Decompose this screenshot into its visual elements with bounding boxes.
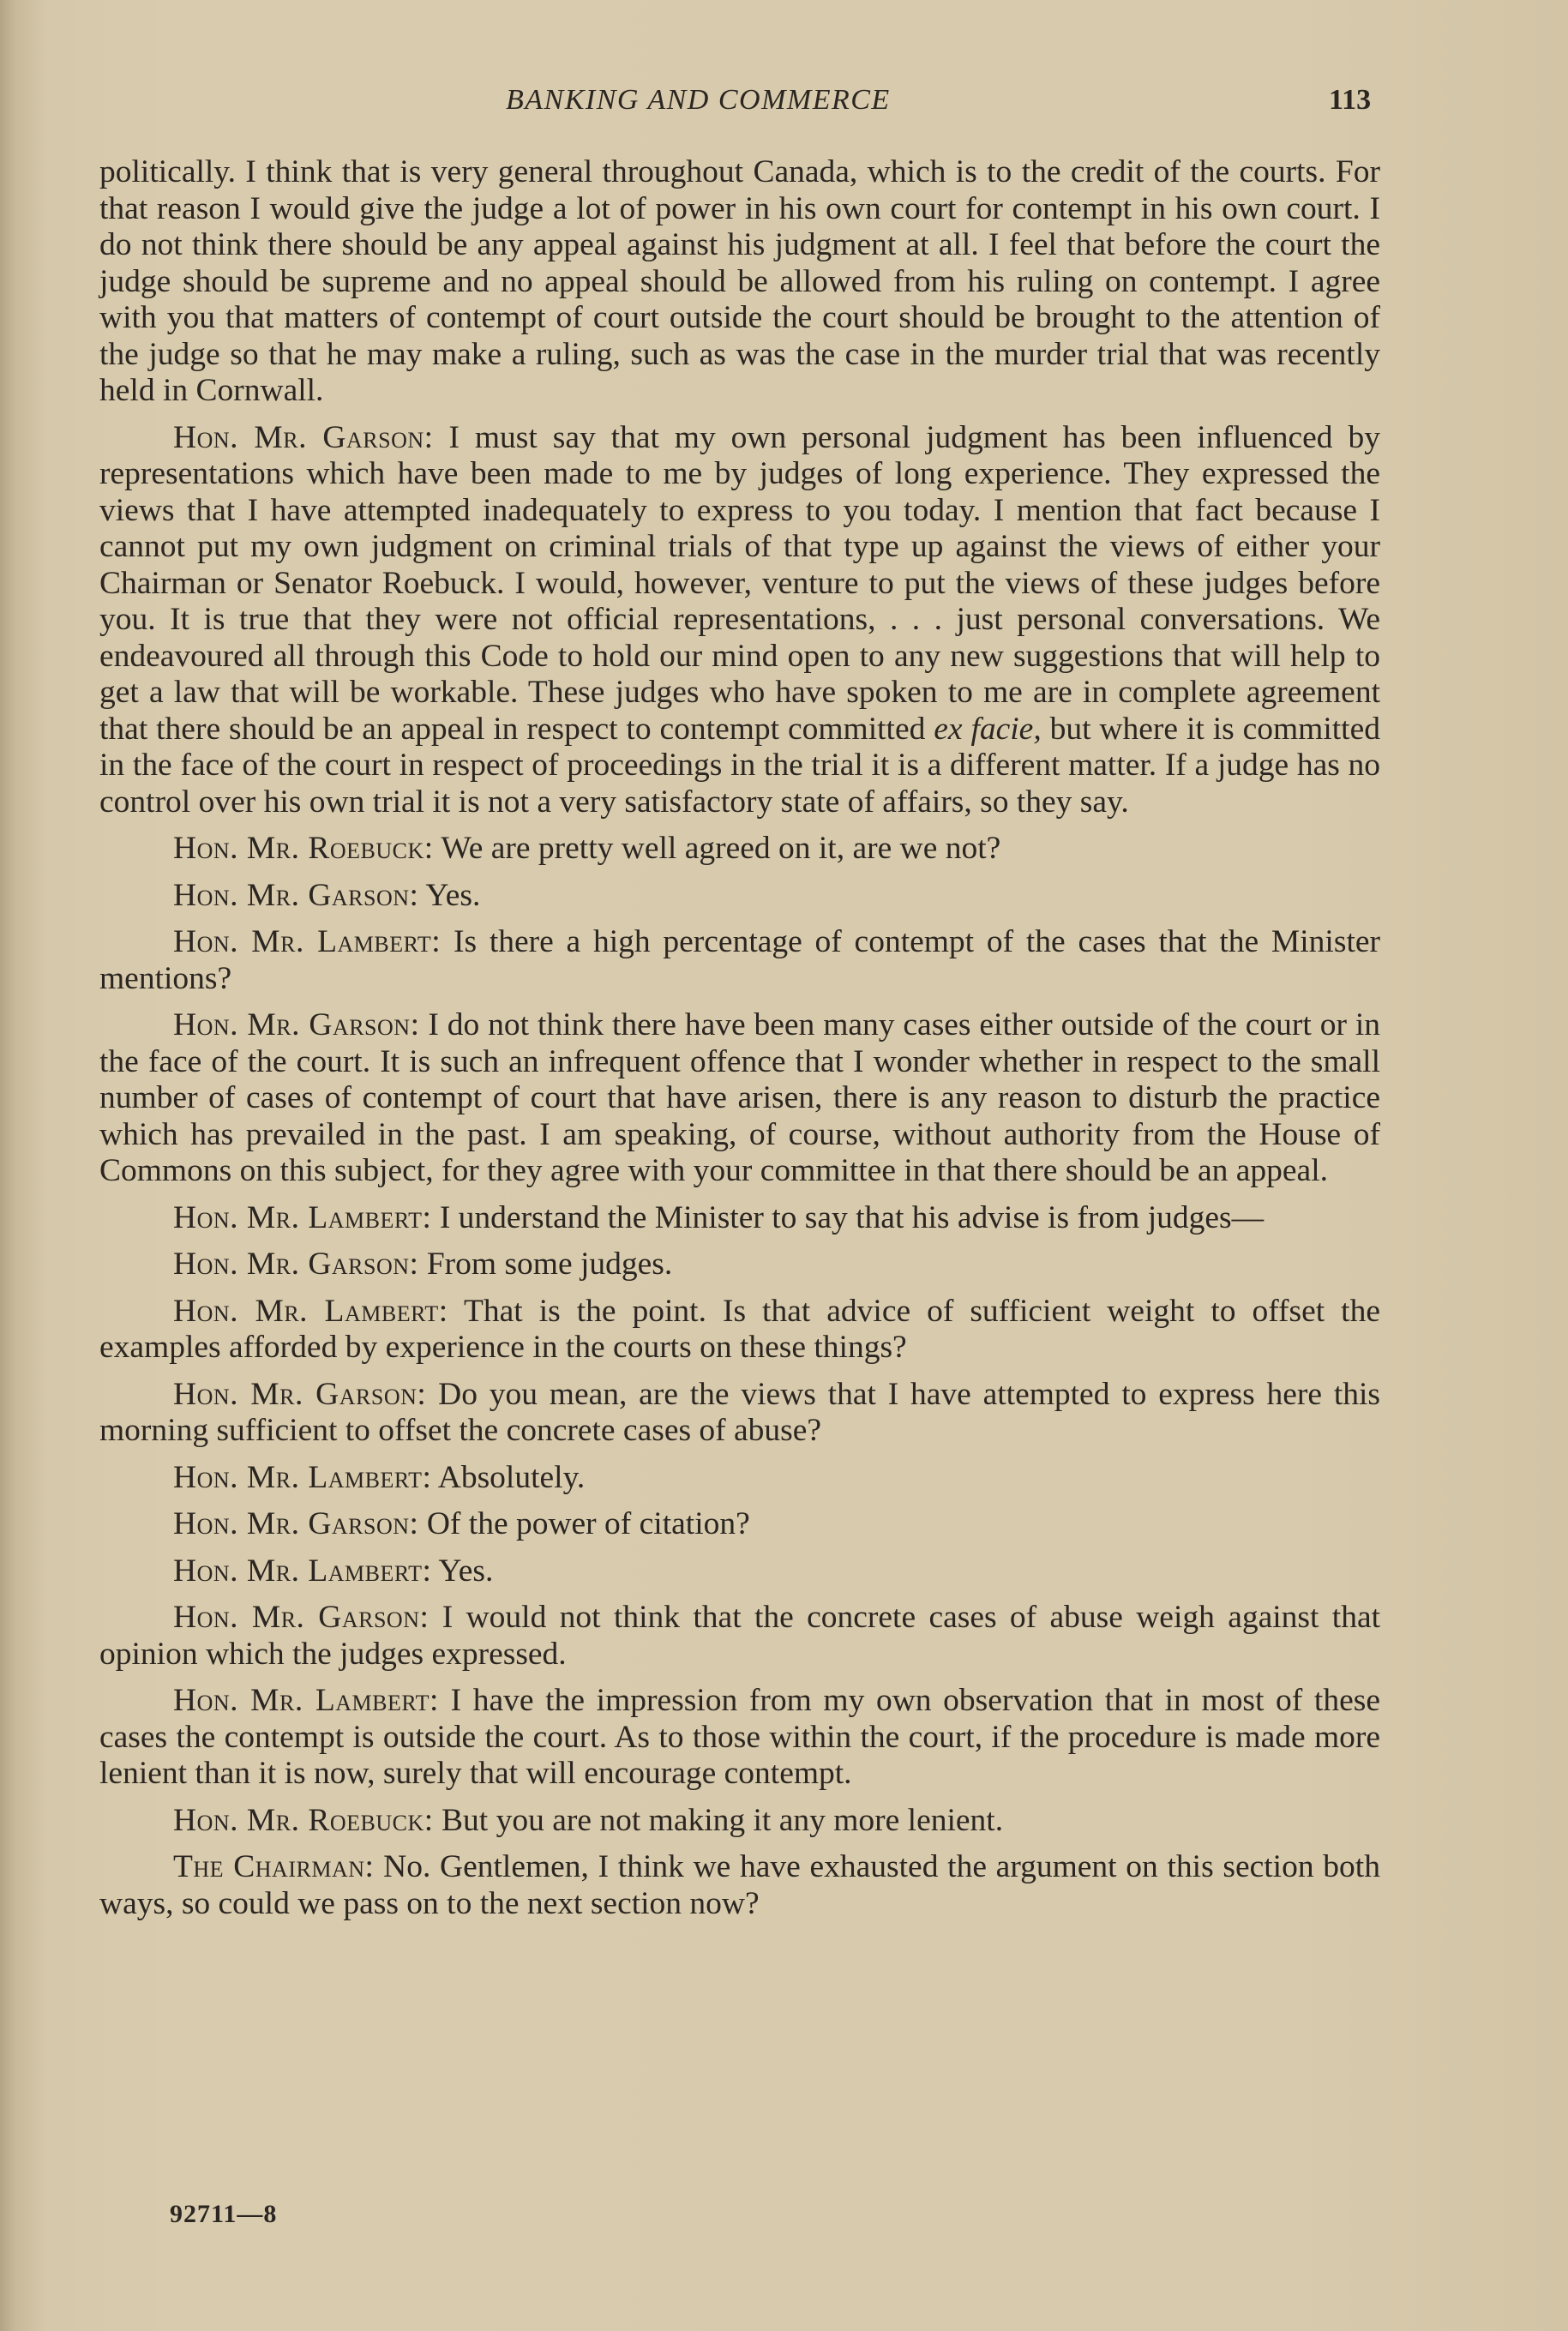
speaker-label: Hon. Mr. Lambert: (173, 1683, 439, 1718)
paragraph: Hon. Mr. Garson: I do not think there have been many cases either outside of the court or in the face of the court. It is such an infrequent offence that I wonder whether in respect to the small number of cases of contempt of court that have arisen, there is any reason to disturb the practice which has prevailed in the past. I am speaking, of course, without authority from the House of Commons on this subject, for they agree with your committee in that there should be an appeal. (99, 1007, 1380, 1188)
speaker-label: Hon. Mr. Roebuck: (173, 1802, 434, 1838)
speaker-label: Hon. Mr. Lambert: (173, 1293, 448, 1329)
speaker-label: Hon. Mr. Garson: (173, 419, 434, 455)
speaker-label: Hon. Mr. Garson: (173, 1600, 430, 1635)
paragraph: The Chairman: No. Gentlemen, I think we have exhausted the argument on this section both ways, so could we pass on to the next section now? (99, 1849, 1380, 1921)
speaker-label: Hon. Mr. Lambert: (173, 1199, 432, 1235)
speaker-label: Hon. Mr. Lambert: (173, 1553, 432, 1589)
speaker-label: Hon. Mr. Lambert: (173, 1459, 432, 1495)
paragraph: Hon. Mr. Lambert: Absolutely. (173, 1459, 586, 1495)
paragraph: Hon. Mr. Lambert: Is there a high percentage of contempt of the cases that the Minister mentions? (99, 924, 1380, 996)
paragraph: Hon. Mr. Garson: From some judges. (173, 1247, 673, 1282)
print-code: 92711—8 (170, 2200, 278, 2228)
body-text (99, 154, 1380, 1932)
paragraph: Hon. Mr. Garson: Yes. (173, 877, 481, 913)
speaker-label: The Chairman: (173, 1849, 375, 1884)
speaker-label: Hon. Mr. Roebuck: (173, 831, 434, 866)
page-header (0, 84, 1568, 127)
paragraph: politically. I think that is very general throughout Canada, which is to the credit of the courts. For that reason I would give the judge a lot of power in his own court for contempt in his own court. I do not think there should be any appeal against his judgment at all. I feel that before the court the judge should be supreme and no appeal should be allowed from his ruling on contempt. I agree with you that matters of contempt of court outside the court should be brought to the attention of the judge so that he may make a ruling, such as was the case in the murder trial that was recently held in Cornwall. (99, 154, 1380, 408)
running-title: BANKING AND COMMERCE (506, 84, 891, 116)
italic-phrase: ex facie, (934, 711, 1042, 747)
speaker-label: Hon. Mr. Garson: (173, 1247, 419, 1282)
speaker-label: Hon. Mr. Lambert: (173, 924, 442, 959)
paragraph: Hon. Mr. Roebuck: But you are not making it any more lenient. (173, 1802, 1004, 1838)
paragraph: Hon. Mr. Garson: I must say that my own personal judgment has been influenced by representations which have been made to me by judges of long experience. They expressed the views that I have attempted inadequately to express to you today. I mention that fact because I cannot put my own judgment on criminal trials of that type up against the views of either your Chairman or Senator Roebuck. I would, however, venture to put the views of these judges before you. It is true that they were not official representations, . . . just personal conversations. We endeavoured all through this Code to hold our mind open to any new suggestions that will help to get a law that will be workable. These judges who have spoken to me are in complete agreement that there should be an appeal in respect to contempt committed ex facie, but where it is committed in the face of the court in respect of proceedings in the trial it is a different matter. If a judge has no control over his own trial it is not a very satisfactory state of affairs, so they say. (99, 419, 1380, 820)
paragraph: Hon. Mr. Roebuck: We are pretty well agreed on it, are we not? (173, 831, 1001, 866)
speaker-label: Hon. Mr. Garson: (173, 1376, 427, 1412)
speaker-label: Hon. Mr. Garson: (173, 1506, 419, 1541)
speaker-label: Hon. Mr. Garson: (173, 1007, 420, 1042)
paragraph: Hon. Mr. Lambert: Yes. (173, 1553, 494, 1589)
paragraph: Hon. Mr. Lambert: I have the impression from my own observation that in most of these cases the contempt is outside the court. As to those within the court, if the procedure is made more lenient than it is now, surely that will encourage contempt. (99, 1683, 1380, 1791)
speaker-label: Hon. Mr. Garson: (173, 877, 419, 913)
paragraph: Hon. Mr. Lambert: I understand the Minister to say that his advise is from judges— (173, 1199, 1265, 1235)
paragraph: Hon. Mr. Garson: I would not think that the concrete cases of abuse weigh against that opinion which the judges expressed. (99, 1600, 1381, 1672)
paragraph: Hon. Mr. Lambert: That is the point. Is that advice of sufficient weight to offset the examples afforded by experience in the courts on these things? (99, 1293, 1380, 1365)
page-number: 113 (1329, 84, 1372, 116)
paragraph: Hon. Mr. Garson: Of the power of citation? (173, 1506, 750, 1541)
paragraph: Hon. Mr. Garson: Do you mean, are the views that I have attempted to express here this morning sufficient to offset the concrete cases of abuse? (99, 1376, 1380, 1448)
